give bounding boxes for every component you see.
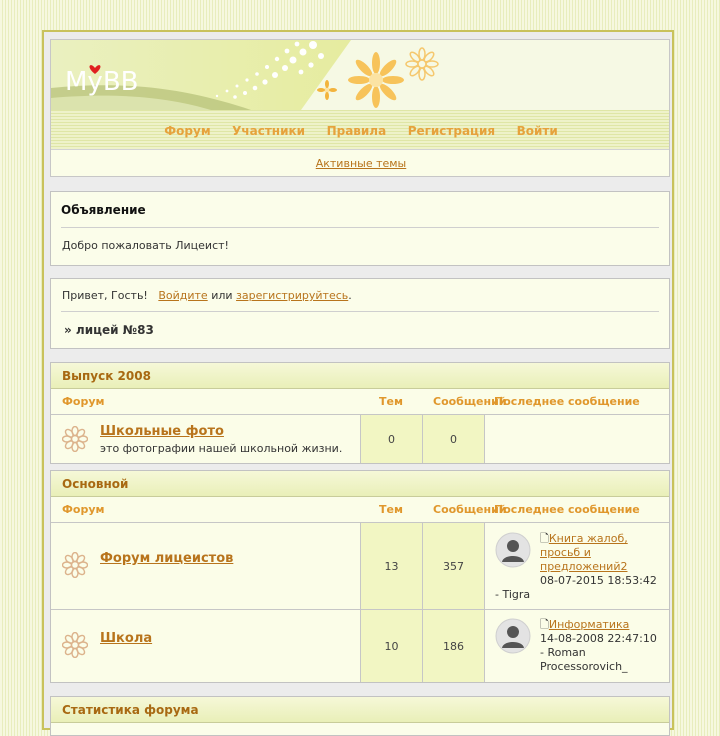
posts-count: 0: [422, 415, 485, 463]
col-posts: Сообщений: [433, 395, 507, 408]
user-avatar-icon[interactable]: [495, 532, 531, 568]
nav-members[interactable]: Участники: [232, 124, 306, 138]
forum-row: [51, 610, 669, 682]
topics-count: 0: [360, 415, 422, 463]
sub-nav: [51, 149, 670, 177]
period-text: .: [348, 289, 352, 302]
category-osnovnoy: [50, 470, 670, 683]
user-avatar-icon[interactable]: [495, 618, 531, 654]
last-post-author-cont: Processorovich_: [540, 660, 628, 673]
announcement-title: Объявление: [61, 203, 146, 217]
category-title[interactable]: Основной: [51, 471, 669, 497]
announcement-box: [50, 191, 670, 266]
login-link[interactable]: Войдите: [158, 289, 208, 302]
last-topic-link-cont[interactable]: просьб и: [540, 546, 591, 559]
last-post-info: [540, 618, 665, 674]
logo-text: MyBB: [65, 67, 139, 97]
last-post-author: - Roman: [540, 646, 586, 659]
welcome-line: [62, 289, 352, 302]
last-post-author: - Tigra: [495, 588, 531, 601]
or-text: или: [211, 289, 233, 302]
welcome-box: [50, 278, 670, 349]
col-last-post: Последнее сообщение: [494, 503, 640, 516]
greeting-text: Привет, Гость!: [62, 289, 148, 302]
stats-title[interactable]: Статистика форума: [51, 697, 669, 723]
topic-icon: 🗋: [540, 618, 549, 631]
breadcrumb[interactable]: » лицей №83: [64, 323, 154, 337]
forum-name-link[interactable]: Форум лицеистов: [100, 551, 234, 566]
main-nav: [51, 110, 670, 149]
forum-row: [51, 523, 669, 610]
col-forum: Форум: [62, 503, 105, 516]
last-topic-link[interactable]: Книга жалоб,: [548, 532, 628, 545]
forum-row: [51, 415, 669, 463]
divider: [61, 311, 659, 312]
posts-count: 186: [422, 610, 485, 682]
forum-name-link[interactable]: Школа: [100, 631, 153, 646]
last-topic-link-cont[interactable]: предложений2: [540, 560, 628, 573]
forum-description: это фотографии нашей школьной жизни.: [100, 442, 343, 455]
col-forum: Форум: [62, 395, 105, 408]
topics-count: 13: [360, 523, 422, 609]
posts-count: 357: [422, 523, 485, 609]
col-posts: Сообщений: [433, 503, 507, 516]
forum-flower-icon: [62, 552, 88, 578]
forum-header: [50, 39, 670, 177]
forum-flower-icon: [62, 426, 88, 452]
col-topics: Тем: [379, 503, 403, 516]
topic-icon: 🗋: [540, 532, 549, 545]
last-post-info: [540, 532, 665, 588]
header-banner: [51, 40, 670, 110]
last-topic-link[interactable]: Информатика: [548, 618, 630, 631]
column-headers: [51, 390, 669, 415]
forum-container: [42, 30, 674, 730]
topics-count: 10: [360, 610, 422, 682]
nav-forum[interactable]: Форум: [164, 124, 211, 138]
nav-login[interactable]: Войти: [516, 124, 558, 138]
category-vypusk-2008: [50, 362, 670, 464]
announcement-text: Добро пожаловать Лицеист!: [62, 239, 229, 252]
col-topics: Тем: [379, 395, 403, 408]
active-topics-link[interactable]: Активные темы: [315, 157, 407, 170]
stats-box: [50, 696, 670, 736]
nav-rules[interactable]: Правила: [326, 124, 387, 138]
column-headers: [51, 498, 669, 523]
col-last-post: Последнее сообщение: [494, 395, 640, 408]
forum-name-link[interactable]: Школьные фото: [100, 424, 224, 439]
register-link[interactable]: зарегистрируйтесь: [236, 289, 349, 302]
last-post-date: 08-07-2015 18:53:42: [540, 574, 657, 587]
forum-flower-icon: [62, 632, 88, 658]
category-title[interactable]: Выпуск 2008: [51, 363, 669, 389]
last-post-date: 14-08-2008 22:47:10: [540, 632, 657, 645]
nav-register[interactable]: Регистрация: [407, 124, 496, 138]
divider: [61, 227, 659, 228]
